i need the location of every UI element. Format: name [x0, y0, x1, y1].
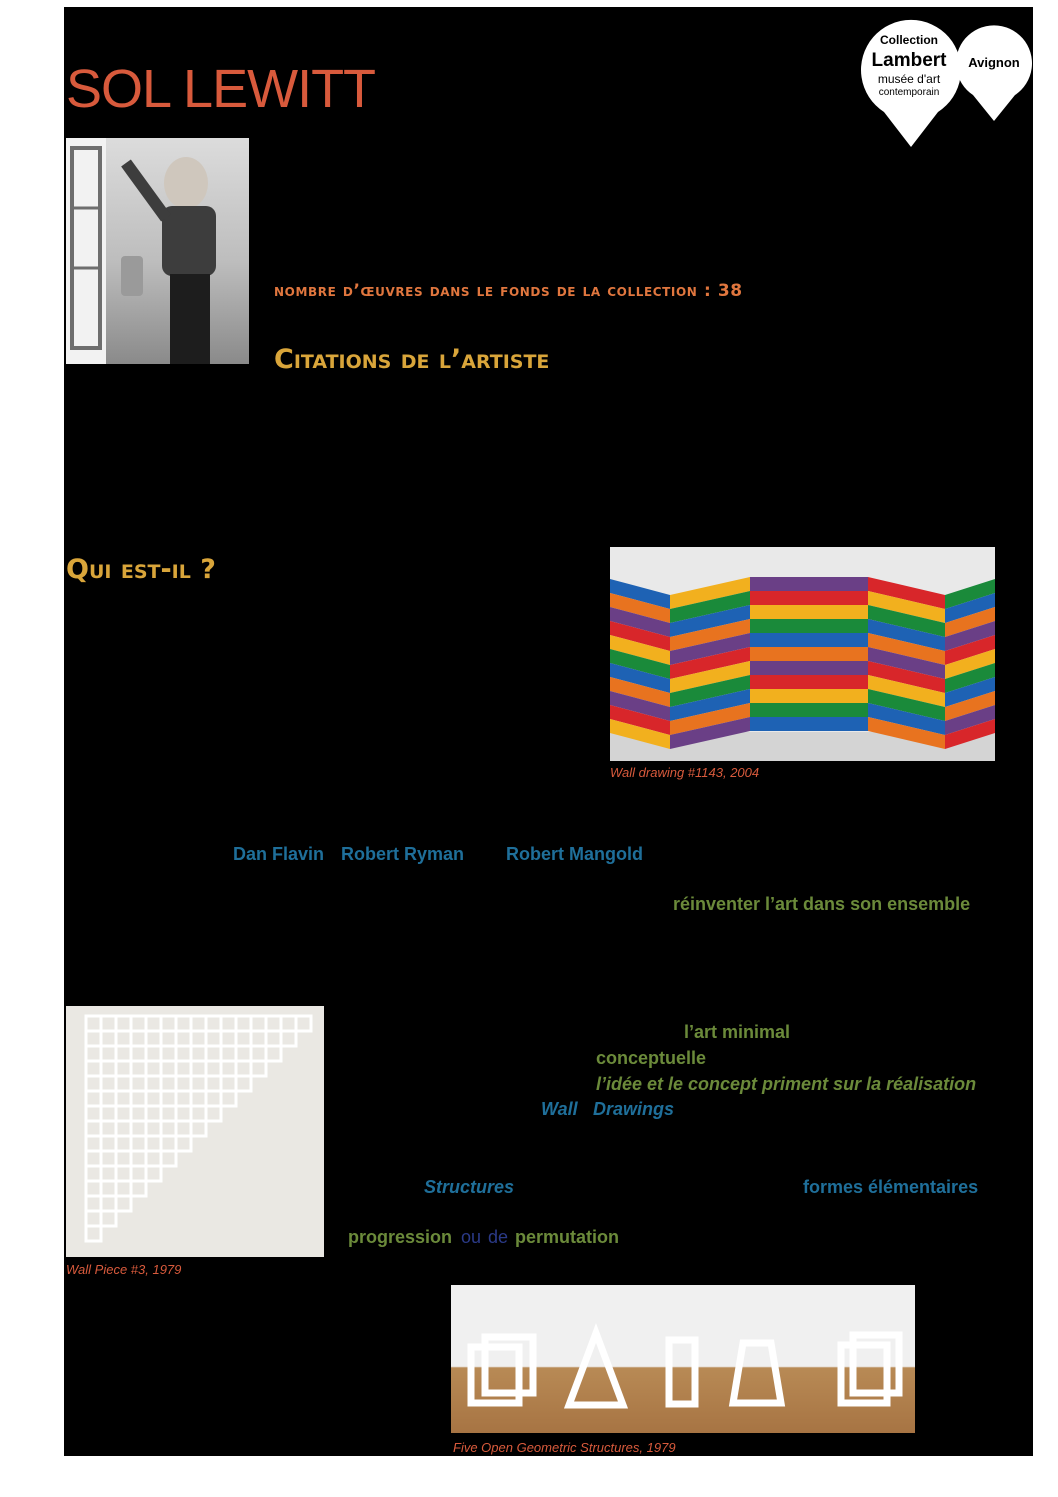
wall-piece-caption: Wall Piece #3, 1979	[66, 1262, 182, 1277]
artist-robert-mangold: Robert Mangold	[506, 844, 643, 864]
art-minimal-text: l’art minimal	[684, 1022, 791, 1042]
wall-text: Wall	[541, 1099, 578, 1119]
logo-line3: musée d'art	[877, 72, 941, 86]
or-text: ou	[461, 1227, 482, 1247]
wall-piece-image	[66, 1006, 324, 1257]
reinvent-art-text: réinventer l’art dans son ensemble	[673, 894, 971, 914]
idea-concept-text: l’idée et le concept priment sur la réalisation	[596, 1074, 977, 1094]
logo-line1: Collection	[879, 33, 939, 47]
collection-lambert-logo	[856, 9, 1032, 149]
permutation-text: permutation	[515, 1227, 620, 1247]
elementary-forms-text: formes élémentaires	[803, 1177, 979, 1197]
drawings-text: Drawings	[593, 1099, 675, 1119]
structures-caption: Five Open Geometric Structures, 1979	[453, 1440, 676, 1455]
collection-count: nombre d’œuvres dans le fonds de la collection : 38	[274, 281, 743, 301]
wall-drawing-caption: Wall drawing #1143, 2004	[610, 765, 760, 780]
wall-drawing-image	[610, 547, 995, 761]
de-text: de	[488, 1227, 509, 1247]
who-heading: Qui est-il ?	[66, 554, 216, 585]
page-title: SOL LEWITT	[66, 59, 376, 119]
artist-dan-flavin: Dan Flavin	[233, 844, 325, 864]
logo-line2: Lambert	[871, 50, 947, 71]
logo-city: Avignon	[968, 55, 1020, 70]
artist-portrait-photo	[66, 138, 249, 364]
quotes-heading: Citations de l’artiste	[274, 344, 550, 375]
structures-text: Structures	[424, 1177, 515, 1197]
conceptual-text: conceptuelle	[596, 1048, 707, 1068]
artist-robert-ryman: Robert Ryman	[341, 844, 465, 864]
logo-line4: contemporain	[878, 87, 940, 98]
open-structures-image	[451, 1285, 915, 1433]
progression-text: progression	[348, 1227, 453, 1247]
